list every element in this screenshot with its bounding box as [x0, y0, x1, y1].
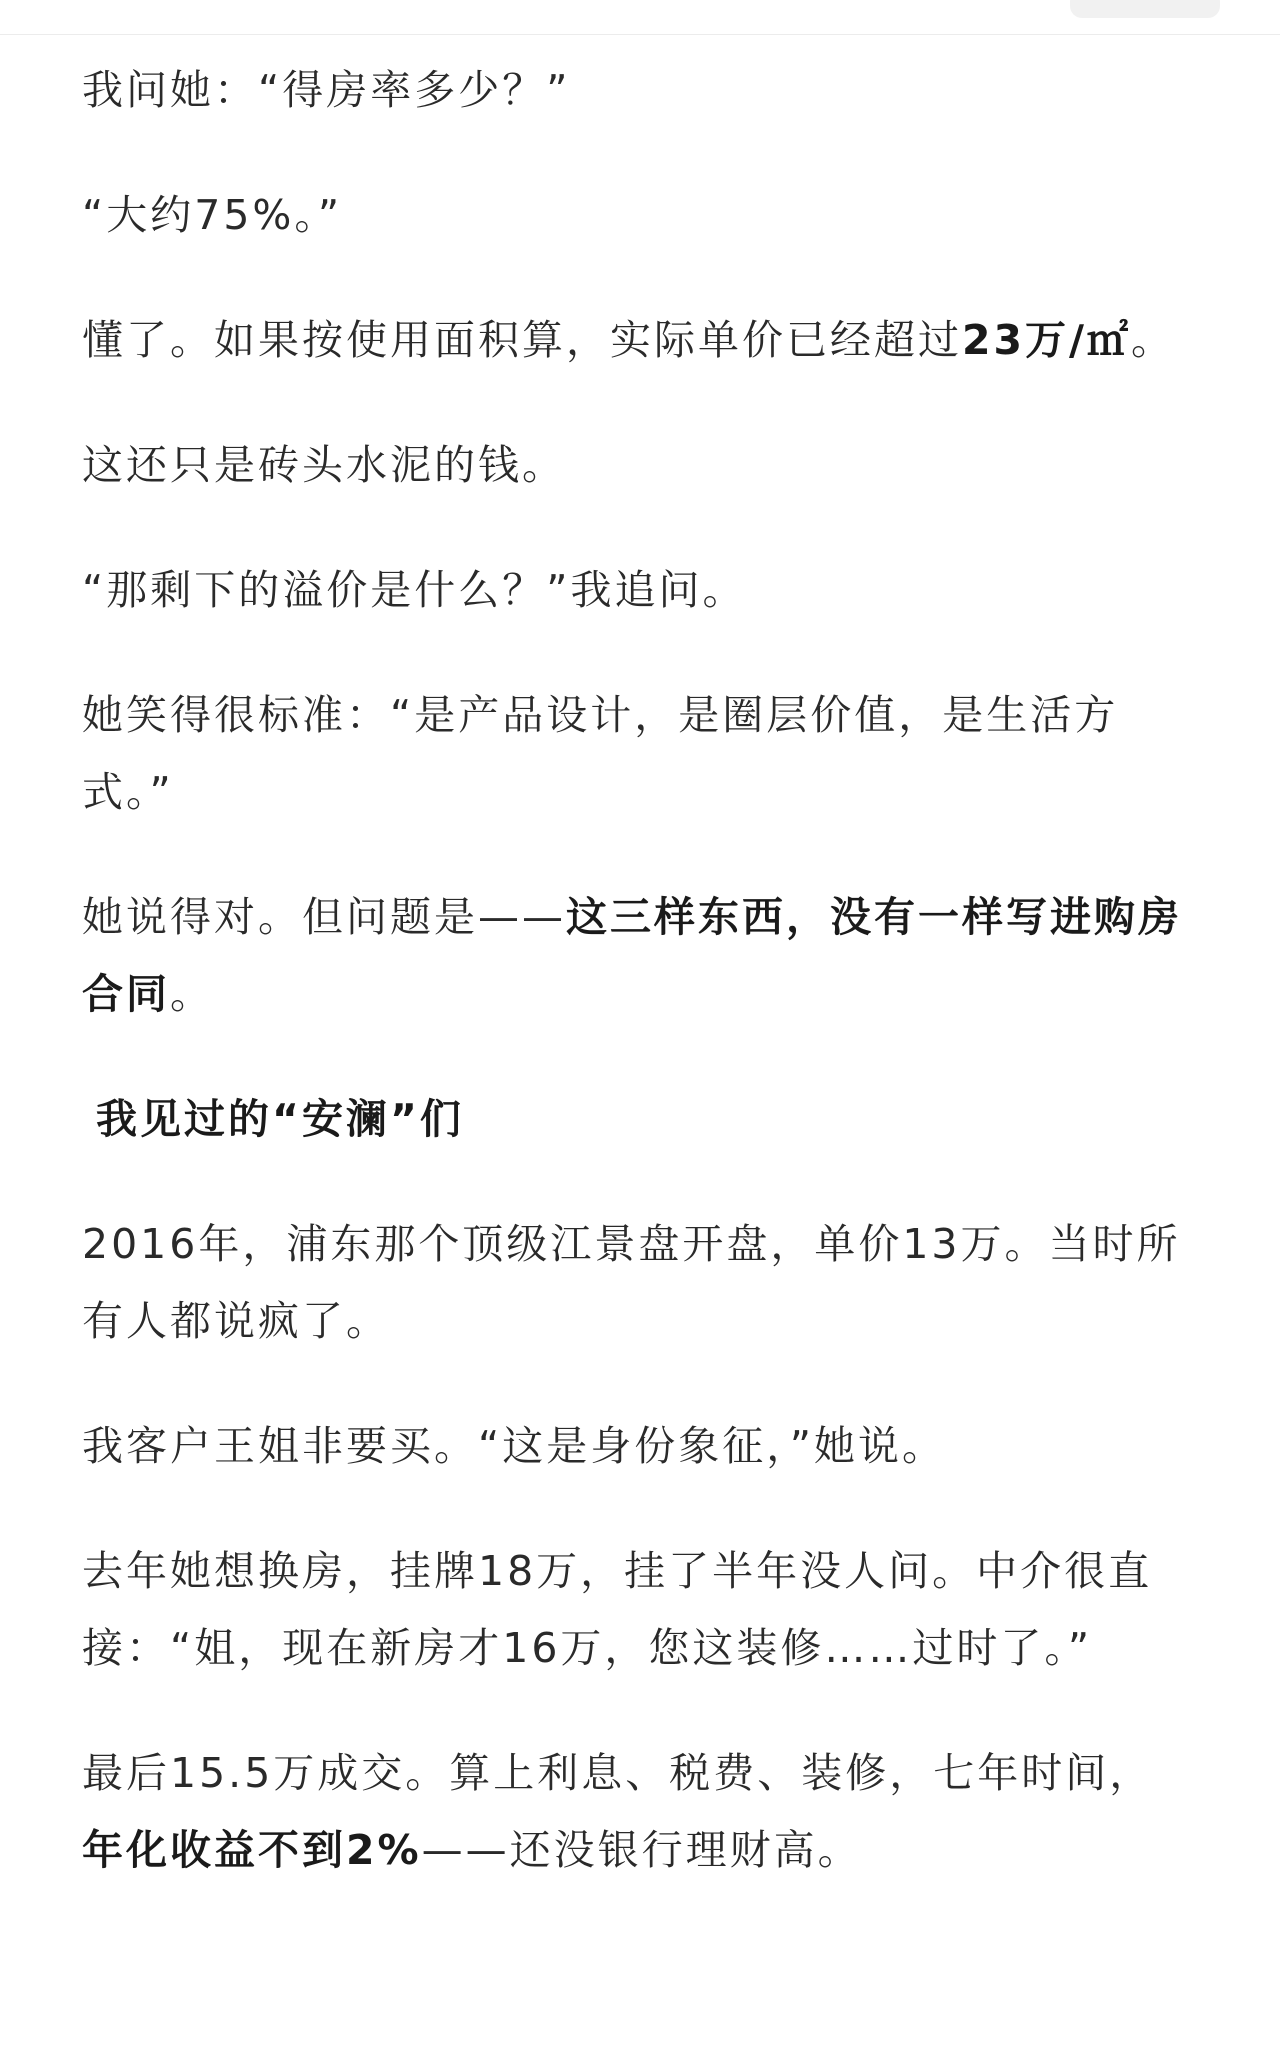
- paragraph-ratio-answer: “大约75%。”: [82, 191, 343, 239]
- paragraph-bricks: 这还只是砖头水泥的钱。: [82, 441, 566, 489]
- paragraph-ask-ratio: 我问她：“得房率多少？”: [82, 66, 571, 114]
- contract-end: 。: [170, 970, 214, 1018]
- final-deal-bold: 年化收益不到2%: [82, 1826, 422, 1874]
- final-deal-text: 最后15.5万成交。算上利息、税费、装修，七年时间，: [82, 1749, 1154, 1797]
- top-bar: [0, 0, 1280, 35]
- contract-text: 她说得对。但问题是——: [82, 893, 566, 941]
- unit-price-end: 。: [1131, 316, 1176, 364]
- unit-price-bold: 23万/㎡: [962, 316, 1132, 364]
- paragraph-premium-answer: 她笑得很标准：“是产品设计，是圈层价值，是生活方式。”: [82, 691, 1119, 816]
- unit-price-text: 懂了。如果按使用面积算，实际单价已经超过: [82, 316, 962, 364]
- paragraph-premium-question: “那剩下的溢价是什么？”我追问。: [82, 566, 747, 614]
- paragraph-contract: [82, 879, 1192, 1033]
- top-menu-button[interactable]: [1070, 0, 1220, 18]
- paragraph-client-wang: 我客户王姐非要买。“这是身份象征，”她说。: [82, 1422, 946, 1470]
- section-heading: 我见过的“安澜”们: [96, 1095, 464, 1143]
- final-deal-end: ——还没银行理财高。: [421, 1826, 862, 1874]
- paragraph-final-deal: [82, 1735, 1192, 1889]
- paragraph-2016: 2016年，浦东那个顶级江景盘开盘，单价13万。当时所有人都说疯了。: [82, 1220, 1181, 1345]
- article-body: [82, 52, 1192, 1937]
- paragraph-resale: 去年她想换房，挂牌18万，挂了半年没人问。中介很直接：“姐，现在新房才16万，您这装修……过时了。”: [82, 1547, 1153, 1672]
- contract-bold: 这三样东西，没有一样写进购房合同: [82, 893, 1182, 1018]
- paragraph-unit-price: [82, 302, 1192, 379]
